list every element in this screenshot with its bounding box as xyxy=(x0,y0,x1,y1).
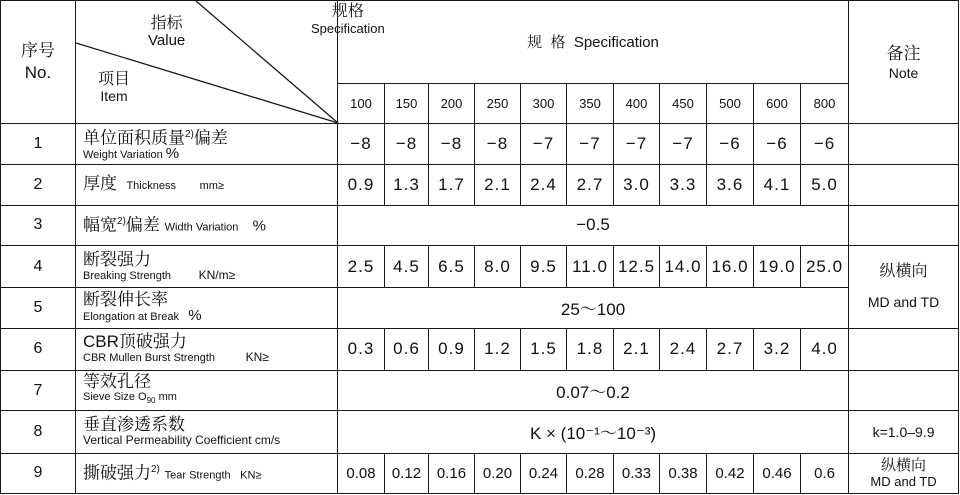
footnote-mark: 2) xyxy=(117,216,126,228)
seq-header xyxy=(1,1,76,124)
note-cell-k: k=1.0–9.9 xyxy=(849,411,959,453)
row-number: 7 xyxy=(1,370,76,410)
merged-value-cell: 0.07～0.2 xyxy=(338,370,849,410)
value-label-zh: 指标 xyxy=(150,15,183,32)
spec-size-cell: 350 xyxy=(567,83,614,123)
table-row xyxy=(1,205,959,245)
value-label-en: Value xyxy=(148,32,186,49)
row-number: 1 xyxy=(1,123,76,164)
value-cell: 1.8 xyxy=(567,328,614,370)
item-name-en: Width Variation xyxy=(164,222,239,235)
item-name-en: Sieve Size O xyxy=(83,391,147,404)
item-unit: mm≥ xyxy=(199,179,224,192)
value-cell: 0.12 xyxy=(385,453,429,493)
value-cell: −7 xyxy=(521,123,567,164)
spec-label-en: Specification xyxy=(311,21,385,36)
spec-size-cell: 600 xyxy=(754,83,801,123)
spec-group-header: 规 格 Specification xyxy=(338,1,849,84)
value-cell: 3.0 xyxy=(614,165,660,205)
value-cell: 2.4 xyxy=(660,328,707,370)
value-cell: 1.7 xyxy=(429,165,475,205)
spec-size-cell: 400 xyxy=(614,83,660,123)
item-subscript: 90 xyxy=(146,396,156,406)
spec-size-cell: 250 xyxy=(475,83,521,123)
value-cell: −8 xyxy=(338,123,385,164)
value-cell: 0.6 xyxy=(801,453,849,493)
row-number: 6 xyxy=(1,328,76,370)
item-name-zh: CBR顶破强力 xyxy=(83,332,187,352)
item-cell xyxy=(76,245,338,287)
seq-header-zh: 序号 xyxy=(21,40,55,60)
row-number: 2 xyxy=(1,165,76,205)
item-name-zh-suffix: 偏差 xyxy=(193,128,228,148)
item-name-zh: 断裂强力 xyxy=(83,249,151,269)
value-cell: 2.7 xyxy=(567,165,614,205)
value-cell: 25.0 xyxy=(801,245,849,287)
value-cell: 11.0 xyxy=(567,245,614,287)
value-cell: 2.5 xyxy=(338,245,385,287)
value-cell: 6.5 xyxy=(429,245,475,287)
value-cell: 3.6 xyxy=(707,165,754,205)
item-name-zh-suffix: 偏差 xyxy=(125,216,160,236)
item-name-en: Breaking Strength xyxy=(83,269,172,282)
value-cell: −7 xyxy=(567,123,614,164)
note-header-en: Note xyxy=(888,64,919,81)
value-cell: 0.42 xyxy=(707,453,754,493)
spec-size-cell: 200 xyxy=(429,83,475,123)
item-name-en: Weight Variation xyxy=(83,149,163,162)
value-cell: 4.5 xyxy=(385,245,429,287)
item-unit: KN≥ xyxy=(245,350,269,365)
footnote-mark: 2) xyxy=(151,464,160,476)
item-cell xyxy=(76,123,338,164)
table-row xyxy=(1,453,959,493)
item-name-en: Thickness xyxy=(126,179,176,192)
row-number: 8 xyxy=(1,411,76,453)
value-cell: 1.3 xyxy=(385,165,429,205)
item-name-zh: 垂直渗透系数 xyxy=(83,415,185,435)
row-number: 3 xyxy=(1,205,76,245)
item-cell xyxy=(76,370,338,410)
value-cell: −7 xyxy=(614,123,660,164)
item-label-zh: 项目 xyxy=(98,71,131,88)
merged-value-cell: K × (10⁻¹～10⁻³) xyxy=(338,411,849,453)
value-cell: −7 xyxy=(660,123,707,164)
value-cell: 12.5 xyxy=(614,245,660,287)
value-cell: 2.7 xyxy=(707,328,754,370)
value-cell: 4.0 xyxy=(801,328,849,370)
item-name-zh: 幅宽 xyxy=(83,216,117,236)
value-cell: 0.9 xyxy=(338,165,385,205)
spec-size-cell: 450 xyxy=(660,83,707,123)
spec-size-cell: 800 xyxy=(801,83,849,123)
value-cell: 0.33 xyxy=(614,453,660,493)
row-number: 5 xyxy=(1,288,76,328)
item-name-en: Tear Strength xyxy=(164,470,231,483)
item-unit: % xyxy=(252,218,266,236)
table-row xyxy=(1,165,959,205)
note-cell xyxy=(849,328,959,370)
table-row xyxy=(1,411,959,453)
seq-header-en: No. xyxy=(24,62,52,82)
value-cell: 8.0 xyxy=(475,245,521,287)
item-unit: mm xyxy=(158,391,177,404)
merged-value-cell: 25～100 xyxy=(338,288,849,328)
item-name-en: Elongation at Break xyxy=(83,311,180,324)
value-cell: 3.2 xyxy=(754,328,801,370)
item-label-en: Item xyxy=(100,88,128,104)
item-name-zh: 断裂伸长率 xyxy=(83,290,168,310)
item-name-zh: 等效孔径 xyxy=(83,372,151,392)
value-cell: −6 xyxy=(801,123,849,164)
value-cell: 2.4 xyxy=(521,165,567,205)
item-name-en: CBR Mullen Burst Strength xyxy=(83,352,216,365)
value-cell: 14.0 xyxy=(660,245,707,287)
value-cell: −6 xyxy=(707,123,754,164)
value-cell: 5.0 xyxy=(801,165,849,205)
table-row xyxy=(1,288,959,328)
table-row xyxy=(1,328,959,370)
value-cell: −8 xyxy=(475,123,521,164)
note-zh: 纵横向 xyxy=(881,457,927,475)
table-row xyxy=(1,123,959,164)
item-unit: KN/m≥ xyxy=(198,267,236,282)
value-cell: 0.9 xyxy=(429,328,475,370)
item-unit: % xyxy=(188,307,202,325)
row-number: 4 xyxy=(1,245,76,287)
value-cell: 1.2 xyxy=(475,328,521,370)
value-cell: 0.28 xyxy=(567,453,614,493)
note-en: MD and TD xyxy=(870,474,937,490)
item-name-zh: 厚度 xyxy=(83,173,117,193)
value-cell: 2.1 xyxy=(475,165,521,205)
item-cell xyxy=(76,411,338,453)
spec-size-cell: 500 xyxy=(707,83,754,123)
value-cell: 0.46 xyxy=(754,453,801,493)
spec-size-cell: 100 xyxy=(338,83,385,123)
note-header xyxy=(849,1,959,124)
value-cell: 16.0 xyxy=(707,245,754,287)
value-cell: −8 xyxy=(385,123,429,164)
footnote-mark: 2) xyxy=(185,128,194,140)
table-row xyxy=(1,245,959,287)
spec-label xyxy=(311,3,385,37)
note-cell-md-td xyxy=(849,245,959,328)
value-cell: 19.0 xyxy=(754,245,801,287)
value-cell: 9.5 xyxy=(521,245,567,287)
item-name-en: Vertical Permeability Coefficient cm/s xyxy=(83,433,281,448)
header-row-top xyxy=(1,1,959,84)
value-cell: 0.6 xyxy=(385,328,429,370)
value-cell: 0.16 xyxy=(429,453,475,493)
value-label xyxy=(148,15,185,49)
note-cell xyxy=(849,370,959,410)
note-cell xyxy=(849,205,959,245)
spec-size-cell: 300 xyxy=(521,83,567,123)
note-en: MD and TD xyxy=(867,293,940,310)
merged-value-cell: −0.5 xyxy=(338,205,849,245)
row-number: 9 xyxy=(1,453,76,493)
value-cell: 4.1 xyxy=(754,165,801,205)
item-cell xyxy=(76,453,338,493)
value-cell: 0.20 xyxy=(475,453,521,493)
note-cell-md-td xyxy=(849,453,959,493)
note-cell xyxy=(849,123,959,164)
value-cell: 0.3 xyxy=(338,328,385,370)
item-unit: % xyxy=(165,145,180,163)
item-cell xyxy=(76,328,338,370)
value-cell: −6 xyxy=(754,123,801,164)
note-zh: 纵横向 xyxy=(879,262,928,280)
item-cell xyxy=(76,205,338,245)
value-cell: −8 xyxy=(429,123,475,164)
item-name-zh: 单位面积质量 xyxy=(83,128,185,148)
item-name-zh: 撕破强力 xyxy=(83,464,151,484)
note-header-zh: 备注 xyxy=(886,43,921,63)
item-cell xyxy=(76,288,338,328)
table-row xyxy=(1,370,959,410)
spec-size-cell: 150 xyxy=(385,83,429,123)
value-cell: 2.1 xyxy=(614,328,660,370)
item-unit: KN≥ xyxy=(240,470,262,483)
item-cell xyxy=(76,165,338,205)
value-cell: 1.5 xyxy=(521,328,567,370)
value-cell: 0.38 xyxy=(660,453,707,493)
value-cell: 0.24 xyxy=(521,453,567,493)
note-cell xyxy=(849,165,959,205)
value-cell: 0.08 xyxy=(338,453,385,493)
value-cell: 3.3 xyxy=(660,165,707,205)
item-label xyxy=(98,71,130,105)
spec-label-zh: 规格 xyxy=(331,3,364,20)
